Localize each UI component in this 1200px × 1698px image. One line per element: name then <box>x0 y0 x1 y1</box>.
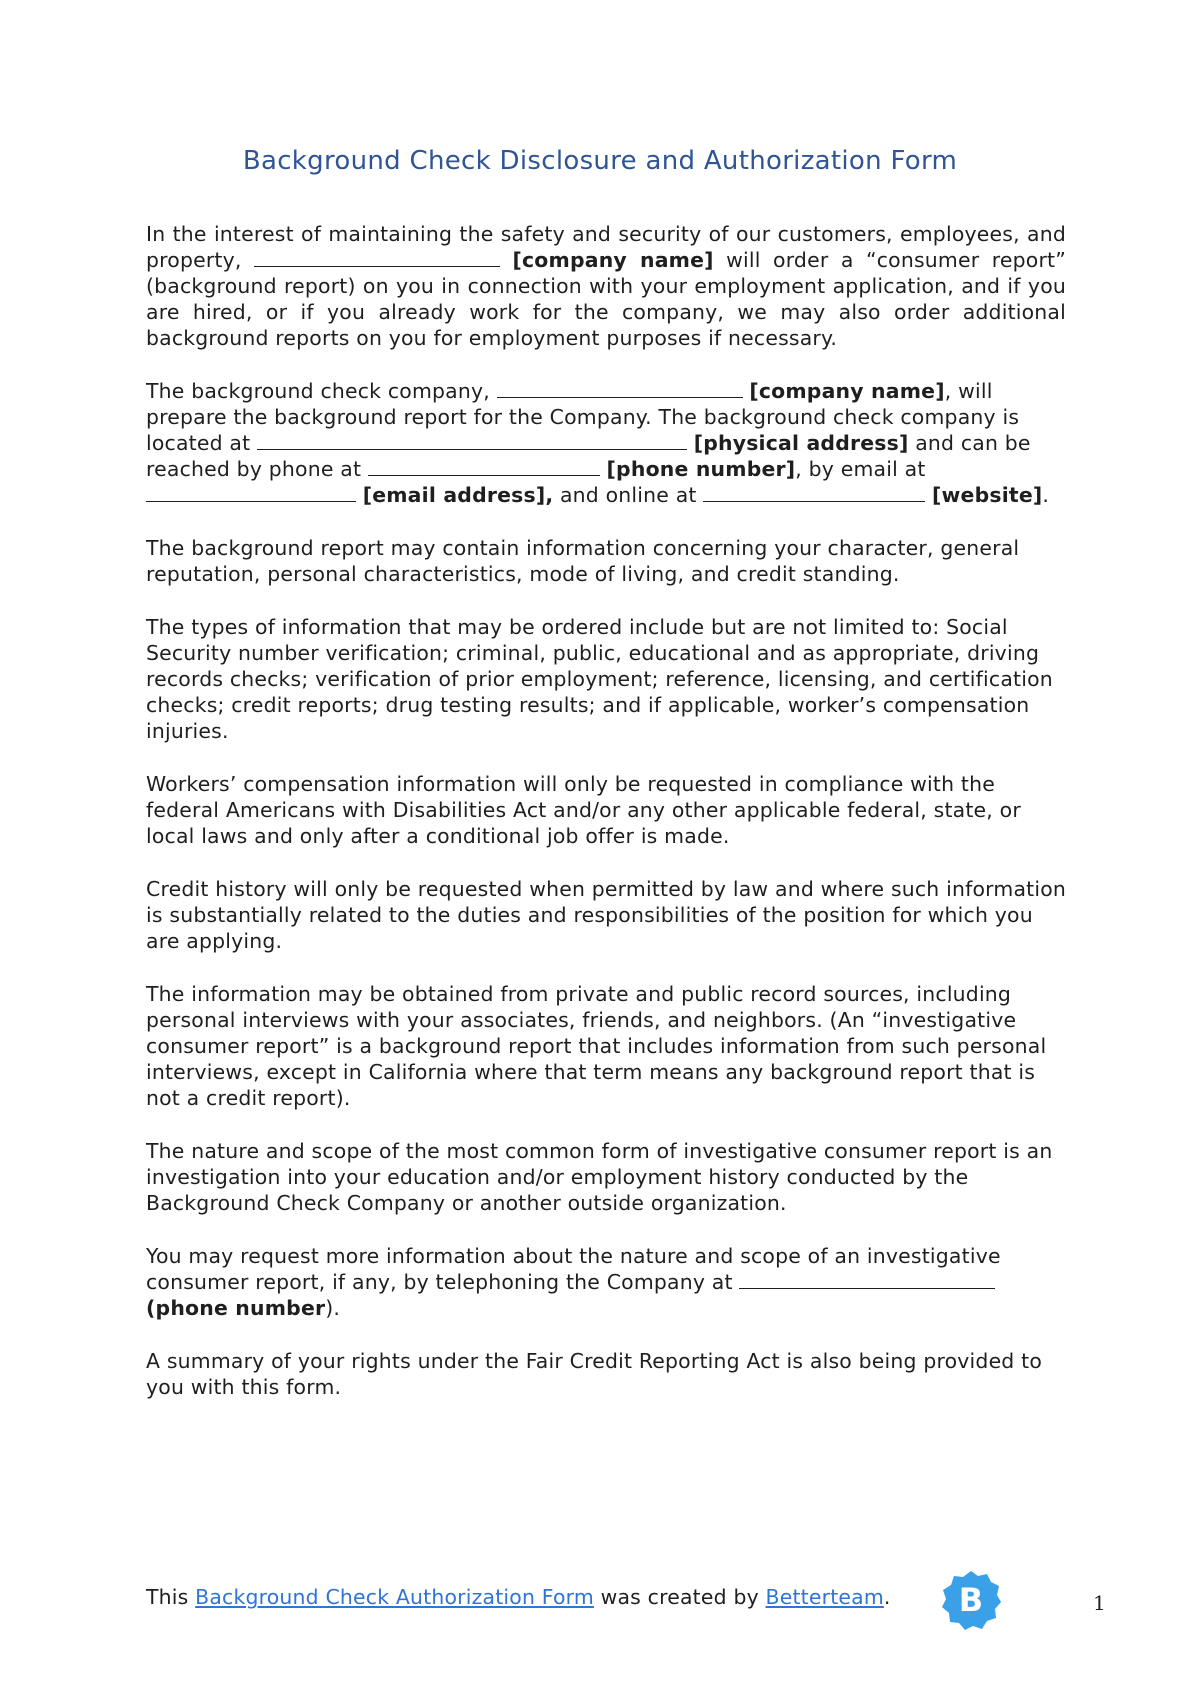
request-info-end: ). <box>325 1296 341 1320</box>
paragraph-credit-history: Credit history will only be requested when permitted by law and where such information is substantially related to the duties and responsibilities of the position for which you are applying. <box>146 877 1066 953</box>
website-blank[interactable] <box>703 483 925 502</box>
document-body <box>146 221 1066 1427</box>
email-placeholder: [email address], <box>362 483 554 507</box>
paragraph-nature-scope: The nature and scope of the most common form of investigative consumer report is an investigation into your education and/or employment history conducted by the Background Check Company or another outside organization. <box>146 1139 1053 1215</box>
paragraph-background-company <box>146 378 1066 508</box>
footer-middle: was created by <box>600 1585 759 1609</box>
intro-text-start: In the interest of maintaining the safety and security of our customers, employees, and property, <box>146 222 1066 272</box>
document-title: Background Check Disclosure and Authorization Form <box>242 146 958 176</box>
paragraph-report-contents: The background report may contain information concerning your character, general reputation, personal characteristics, mode of living, and credit standing. <box>146 536 1020 586</box>
email-blank[interactable] <box>146 483 356 502</box>
page-number: 1 <box>1093 1591 1106 1615</box>
footer-prefix: This <box>146 1585 189 1609</box>
request-info-text: You may request more information about the nature and scope of an investigative consumer report, if any, by telephoning the Company at <box>146 1244 1001 1294</box>
paragraph-information-sources: The information may be obtained from private and public record sources, including personal interviews with your associates, friends, and neighbors. (An “investigative consumer report” is a background report that includes information from such personal interviews, except in California where that term means any background report that is not a credit report). <box>146 982 1047 1110</box>
phone-text: and can be reached by phone at <box>146 431 1031 481</box>
paragraph-workers-compensation: Workers’ compensation information will only be requested in compliance with the federal Americans with Disabilities Act and/or any other applicable federal, state, or local laws and only after a conditional job offer is made. <box>146 772 1021 848</box>
form-link[interactable]: Background Check Authorization Form <box>195 1585 594 1609</box>
betterteam-logo-icon[interactable] <box>940 1569 1002 1631</box>
paragraph-request-info <box>146 1243 1066 1321</box>
footer-suffix: . <box>883 1585 891 1609</box>
paragraph-information-types: The types of information that may be ordered include but are not limited to: Social Security number verification; criminal, public, educational and as appropriate, driving records checks; verification of prior employment; reference, licensing, and certification checks; credit reports; drug testing results; and if applicable, worker’s compensation injuries. <box>146 615 1053 743</box>
company-phone-blank[interactable] <box>739 1270 995 1289</box>
website-placeholder: [website] <box>931 483 1043 507</box>
paragraph-fcra-summary: A summary of your rights under the Fair Credit Reporting Act is also being provided to you with this form. <box>146 1349 1043 1399</box>
logo-letter: B <box>958 1581 984 1619</box>
online-text: and online at <box>559 483 697 507</box>
bg-company-text-start: The background check company, <box>146 379 490 403</box>
bg-company-name-blank[interactable] <box>497 379 743 398</box>
paragraph-intro <box>146 221 1066 351</box>
phone-placeholder: [phone number] <box>606 457 796 481</box>
period: . <box>1042 483 1050 507</box>
company-phone-placeholder: (phone number <box>146 1296 326 1320</box>
physical-address-blank[interactable] <box>257 431 687 450</box>
bg-company-name-placeholder: [company name] <box>749 379 945 403</box>
company-name-blank[interactable] <box>254 248 500 267</box>
email-text: , by email at <box>795 457 926 481</box>
betterteam-link[interactable]: Betterteam <box>765 1585 884 1609</box>
intro-text-end: will order a “consumer report” (background report) on you in connection with your employment application, and if you are hired, or if you already work for the company, we may also order additional background reports on you for employment purposes if necessary. <box>146 248 1066 350</box>
phone-blank[interactable] <box>368 457 600 476</box>
company-name-placeholder: [company name] <box>512 248 714 272</box>
footer-credit <box>146 1584 891 1610</box>
bg-company-text-mid: , will prepare the background report for the Company. The background check company is located at <box>146 379 1020 455</box>
physical-address-placeholder: [physical address] <box>693 431 909 455</box>
